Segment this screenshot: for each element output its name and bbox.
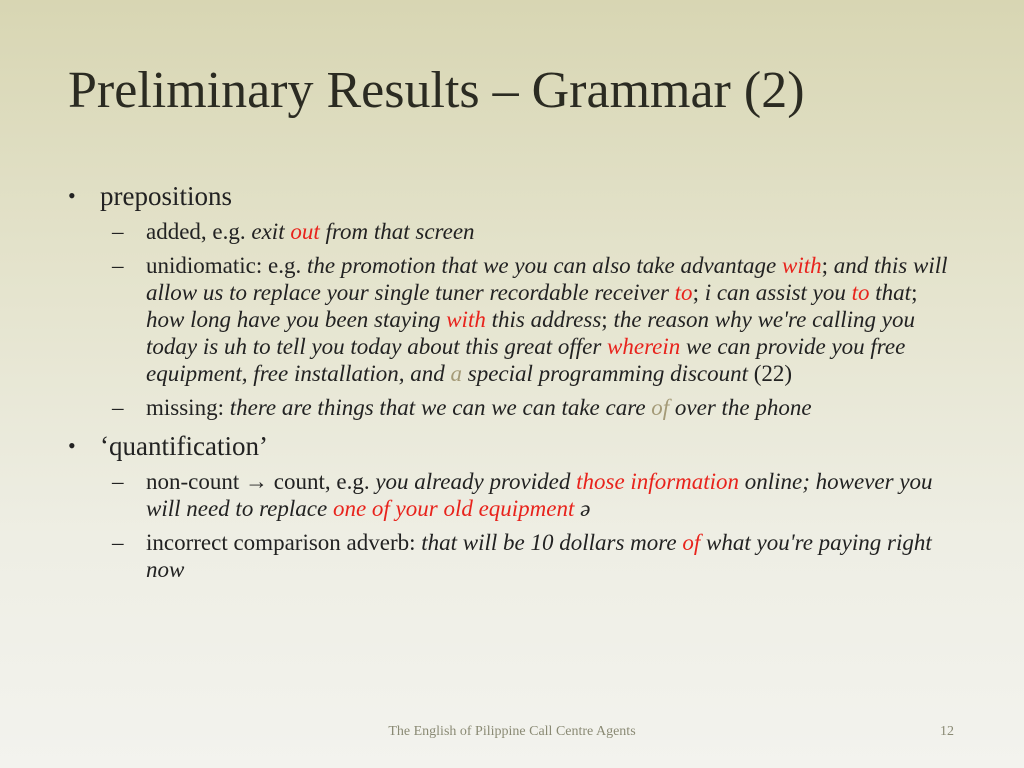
example-text: special programming discount xyxy=(462,361,749,386)
bullet-mark: • xyxy=(68,183,76,208)
example-text: this address xyxy=(485,307,602,332)
sub-list-quantification xyxy=(68,468,948,583)
example-text: online; however you will need to replace xyxy=(146,469,933,521)
dash-mark: – xyxy=(112,219,124,244)
example-text: the promotion that we you can also take advantage xyxy=(306,253,783,278)
sub-bullet-comparison xyxy=(68,529,948,583)
sub-bullet-unidiomatic xyxy=(68,252,948,387)
dash-mark: – xyxy=(112,469,124,494)
sub-bullet-text xyxy=(146,253,948,386)
footer-text: The English of Pilippine Call Centre Agents xyxy=(388,724,636,739)
example-text: and this will allow us to replace your single tuner recordable receiver xyxy=(146,253,948,305)
text-run: ; xyxy=(821,253,834,278)
error-highlight: with xyxy=(782,253,822,278)
sub-bullet-noncount xyxy=(68,468,948,522)
error-highlight: wherein xyxy=(607,334,681,359)
example-text: what you're paying right now xyxy=(146,530,932,582)
example-text: from that screen xyxy=(319,219,475,244)
error-highlight: out xyxy=(290,219,320,244)
dash-mark: – xyxy=(112,253,124,278)
text-run: ; xyxy=(911,280,918,305)
slide-title: Preliminary Results – Grammar (2) xyxy=(68,62,805,119)
error-highlight: of xyxy=(682,530,701,555)
example-text: exit xyxy=(251,219,291,244)
text-run: added, e.g. xyxy=(146,219,252,244)
bullet-mark: • xyxy=(68,433,76,458)
omission-highlight: a xyxy=(450,361,463,386)
text-run: (22) xyxy=(748,361,793,386)
page-number: 12 xyxy=(940,724,954,739)
example-text: the reason why we're calling you today is uh to tell you today about this great offer xyxy=(146,307,915,359)
sub-bullet-added xyxy=(68,218,948,245)
example-text: we can provide you free equipment, free installation, and xyxy=(146,334,906,386)
example-text: that will be 10 dollars more xyxy=(421,530,683,555)
text-run: ; xyxy=(692,280,705,305)
example-text: there are things that we can we can take care xyxy=(229,395,652,420)
sub-list-prepositions xyxy=(68,218,948,421)
sub-bullet-text xyxy=(146,469,933,521)
dash-mark: – xyxy=(112,395,124,420)
omission-highlight: of xyxy=(651,395,670,420)
text-run: missing: xyxy=(146,395,230,420)
sub-bullet-missing xyxy=(68,394,948,421)
example-text: ə xyxy=(574,496,591,521)
text-run: unidiomatic: e.g. xyxy=(146,253,307,278)
text-run: incorrect comparison adverb: xyxy=(146,530,422,555)
example-text: you already provided xyxy=(375,469,577,494)
error-highlight: to xyxy=(674,280,693,305)
example-text: that xyxy=(869,280,912,305)
error-highlight: to xyxy=(851,280,870,305)
text-run: non-count → count, e.g. xyxy=(146,469,376,494)
error-highlight: those information xyxy=(576,469,740,494)
slide-content xyxy=(68,178,948,590)
bullet-quantification xyxy=(68,428,948,464)
error-highlight: one of your old equipment xyxy=(332,496,575,521)
sub-bullet-text xyxy=(146,219,475,244)
example-text: i can assist you xyxy=(704,280,852,305)
error-highlight: with xyxy=(446,307,486,332)
sub-bullet-text xyxy=(146,395,812,420)
dash-mark: – xyxy=(112,530,124,555)
bullet-label: ‘quantification’ xyxy=(100,431,268,461)
bullet-prepositions xyxy=(68,178,948,214)
example-text: how long have you been staying xyxy=(146,307,447,332)
example-text: over the phone xyxy=(669,395,812,420)
text-run: ; xyxy=(601,307,614,332)
sub-bullet-text xyxy=(146,530,932,582)
bullet-label: prepositions xyxy=(100,181,232,211)
